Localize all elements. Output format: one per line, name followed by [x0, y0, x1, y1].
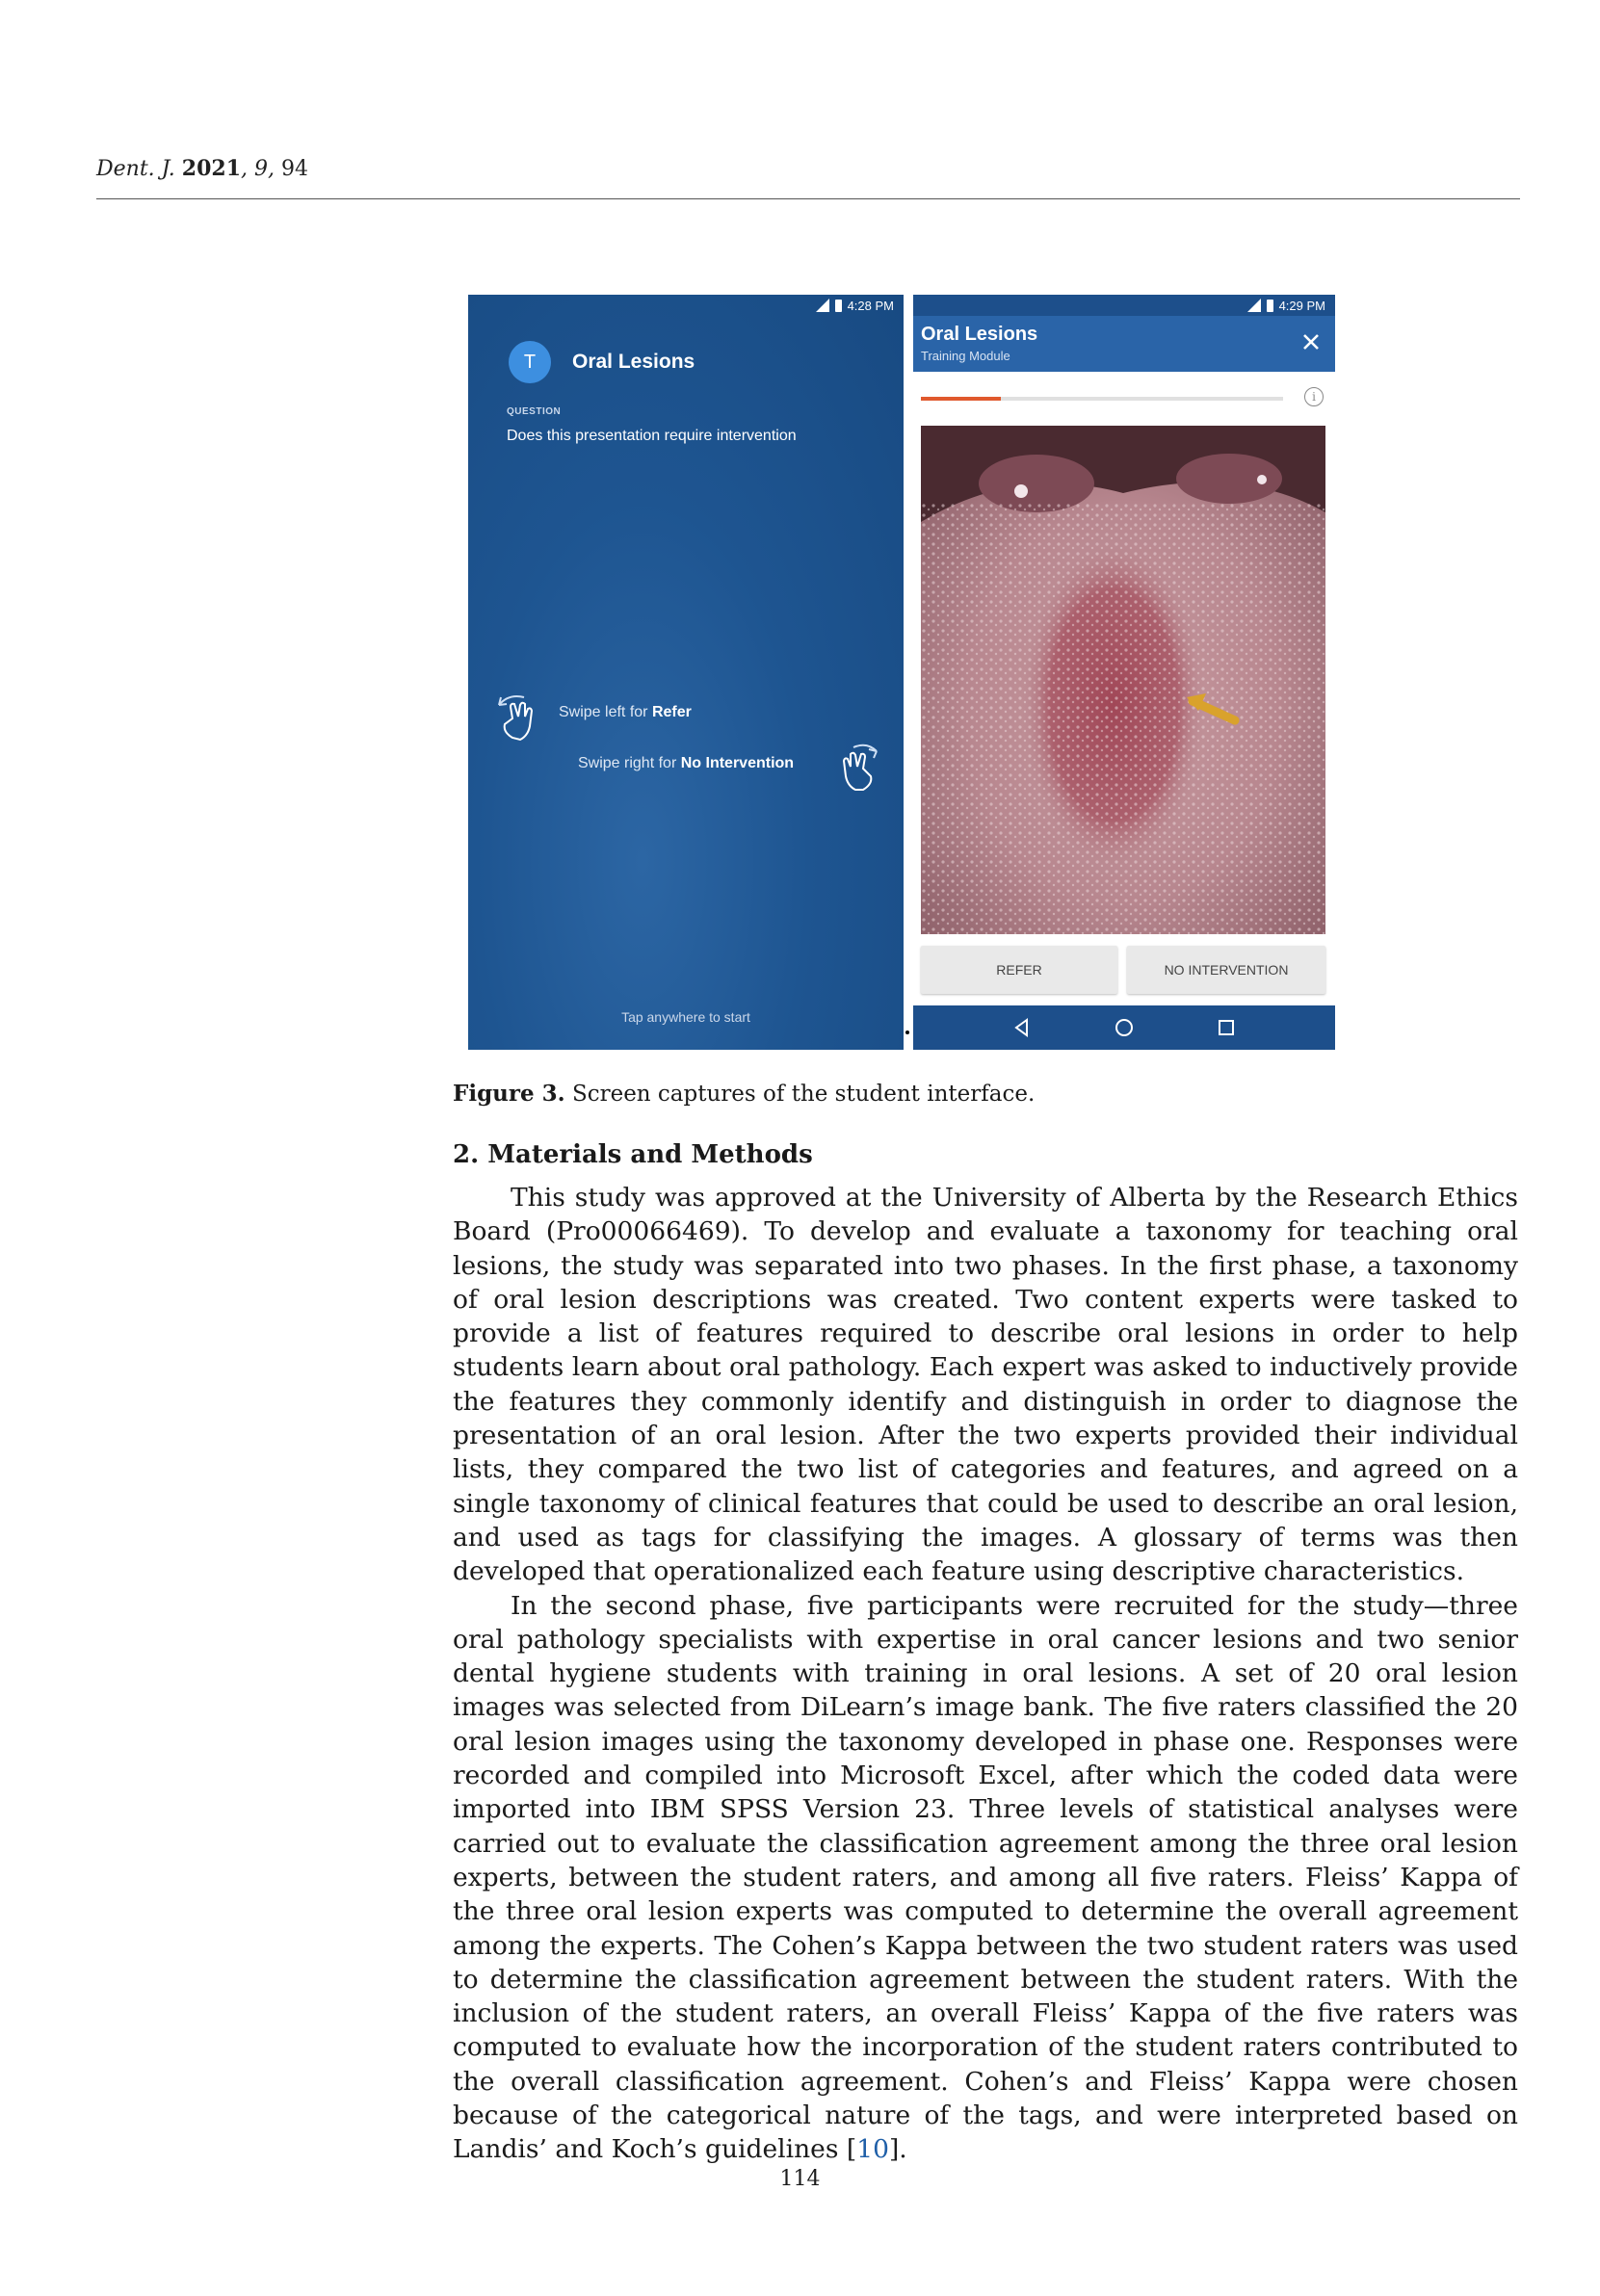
- refer-button[interactable]: REFER: [921, 946, 1117, 994]
- android-nav-bar: [913, 1005, 1335, 1050]
- status-time: 4:28 PM: [847, 298, 894, 313]
- swipe-left-hand-icon: [491, 690, 549, 747]
- figure-separator-dot: [905, 1031, 909, 1034]
- article-number: 94: [281, 157, 308, 181]
- section-body: [453, 1181, 1518, 2167]
- right-phone-screenshot: [913, 295, 1335, 1050]
- app-title: Oral Lesions: [572, 351, 695, 373]
- back-icon[interactable]: [1011, 1017, 1033, 1038]
- question-label: QUESTION: [507, 406, 562, 417]
- page-number: 114: [779, 2167, 821, 2191]
- question-text: Does this presentation require intervention: [507, 428, 797, 444]
- signal-icon: [1247, 299, 1261, 312]
- signal-icon: [816, 299, 829, 312]
- journal-name: Dent. J.: [96, 157, 175, 181]
- home-icon[interactable]: [1114, 1017, 1135, 1038]
- reference-link[interactable]: 10: [856, 2134, 889, 2165]
- figure-caption-text: Screen captures of the student interface.: [564, 1082, 1036, 1107]
- swipe-left-hint: Swipe left for Refer: [559, 704, 692, 720]
- paragraph: This study was approved at the University of Alberta by the Research Ethics Board (Pro00066469). To develop and evaluate a taxonomy for teaching oral lesions, the study was separated into two phases. In the first phase, a taxonomy of oral lesion descriptions was created. Two content experts were tasked to provide a list of features required to describe oral lesions in order to help students learn about oral pathology. Each expert was asked to inductively provide the features they commonly identify and distinguish in order to diagnose the presentation of an oral lesion. After the two experts provided their individual lists, they compared the two list of categories and features, and agreed on a single taxonomy of clinical features that could be used to describe an oral lesion, and used as tags for classifying the images. A glossary of terms was then developed that operationalized each feature using descriptive characteristics.: [453, 1183, 1518, 1587]
- journal-volume: 9: [254, 157, 268, 181]
- avatar: T: [509, 341, 551, 383]
- progress-fill: [921, 397, 1001, 401]
- status-time: 4:29 PM: [1278, 298, 1325, 313]
- oral-lesion-photo: [921, 426, 1325, 934]
- running-header: Dent. J. 2021, 9, 94: [96, 156, 308, 181]
- module-title: Oral Lesions: [921, 324, 1038, 345]
- status-bar-icons: [1247, 295, 1325, 316]
- info-icon: i: [1304, 387, 1324, 406]
- no-intervention-action: No Intervention: [680, 755, 795, 771]
- header-rule: [96, 198, 1520, 199]
- swipe-right-hint: Swipe right for No Intervention: [578, 755, 795, 771]
- status-bar: [816, 295, 894, 316]
- swipe-right-hand-icon: [826, 740, 884, 797]
- left-phone-screenshot: [468, 295, 904, 1050]
- figure-label: Figure 3.: [453, 1081, 565, 1107]
- refer-action: Refer: [651, 704, 692, 720]
- paragraph: In the second phase, five participants were recruited for the study—three oral pathology specialists with expertise in oral cancer lesions and two senior dental hygiene students with training in oral lesions. A set of 20 oral lesion images was selected from DiLearn’s image bank. The five raters classified the 20 oral lesion images using the taxonomy developed in phase one. Responses were recorded and compiled into Microsoft Excel, after which the coded data were imported into IBM SPSS Version 23. Three levels of statistical analyses were carried out to evaluate the classification agreement among the three oral lesion experts, between the student raters, and among all five raters. Fleiss’ Kappa of the three oral lesion experts was computed to determine the overall agreement among the experts. The Cohen’s Kappa between the two student raters was used to determine the classification agreement between the student raters. With the inclusion of the student raters, an overall Fleiss’ Kappa of the five raters was computed to evaluate how the incorporation of the student raters contributed to the overall classification agreement. Cohen’s and Fleiss’ Kappa were chosen because of the categorical nature of the tags, and were interpreted based on Landis’ and Koch’s guidelines [10].: [453, 1590, 1518, 2165]
- module-subtitle: Training Module: [921, 349, 1010, 363]
- no-intervention-button[interactable]: NO INTERVENTION: [1127, 946, 1325, 994]
- tap-to-start-hint: Tap anywhere to start: [621, 1009, 750, 1025]
- battery-icon: [835, 300, 842, 312]
- journal-year: 2021: [181, 156, 241, 181]
- close-icon: [1300, 331, 1322, 352]
- battery-icon: [1267, 300, 1273, 312]
- progress-bar: [921, 397, 1283, 401]
- figure-caption: [453, 1081, 1035, 1107]
- recents-icon[interactable]: [1216, 1017, 1237, 1038]
- section-title: 2. Materials and Methods: [453, 1140, 813, 1169]
